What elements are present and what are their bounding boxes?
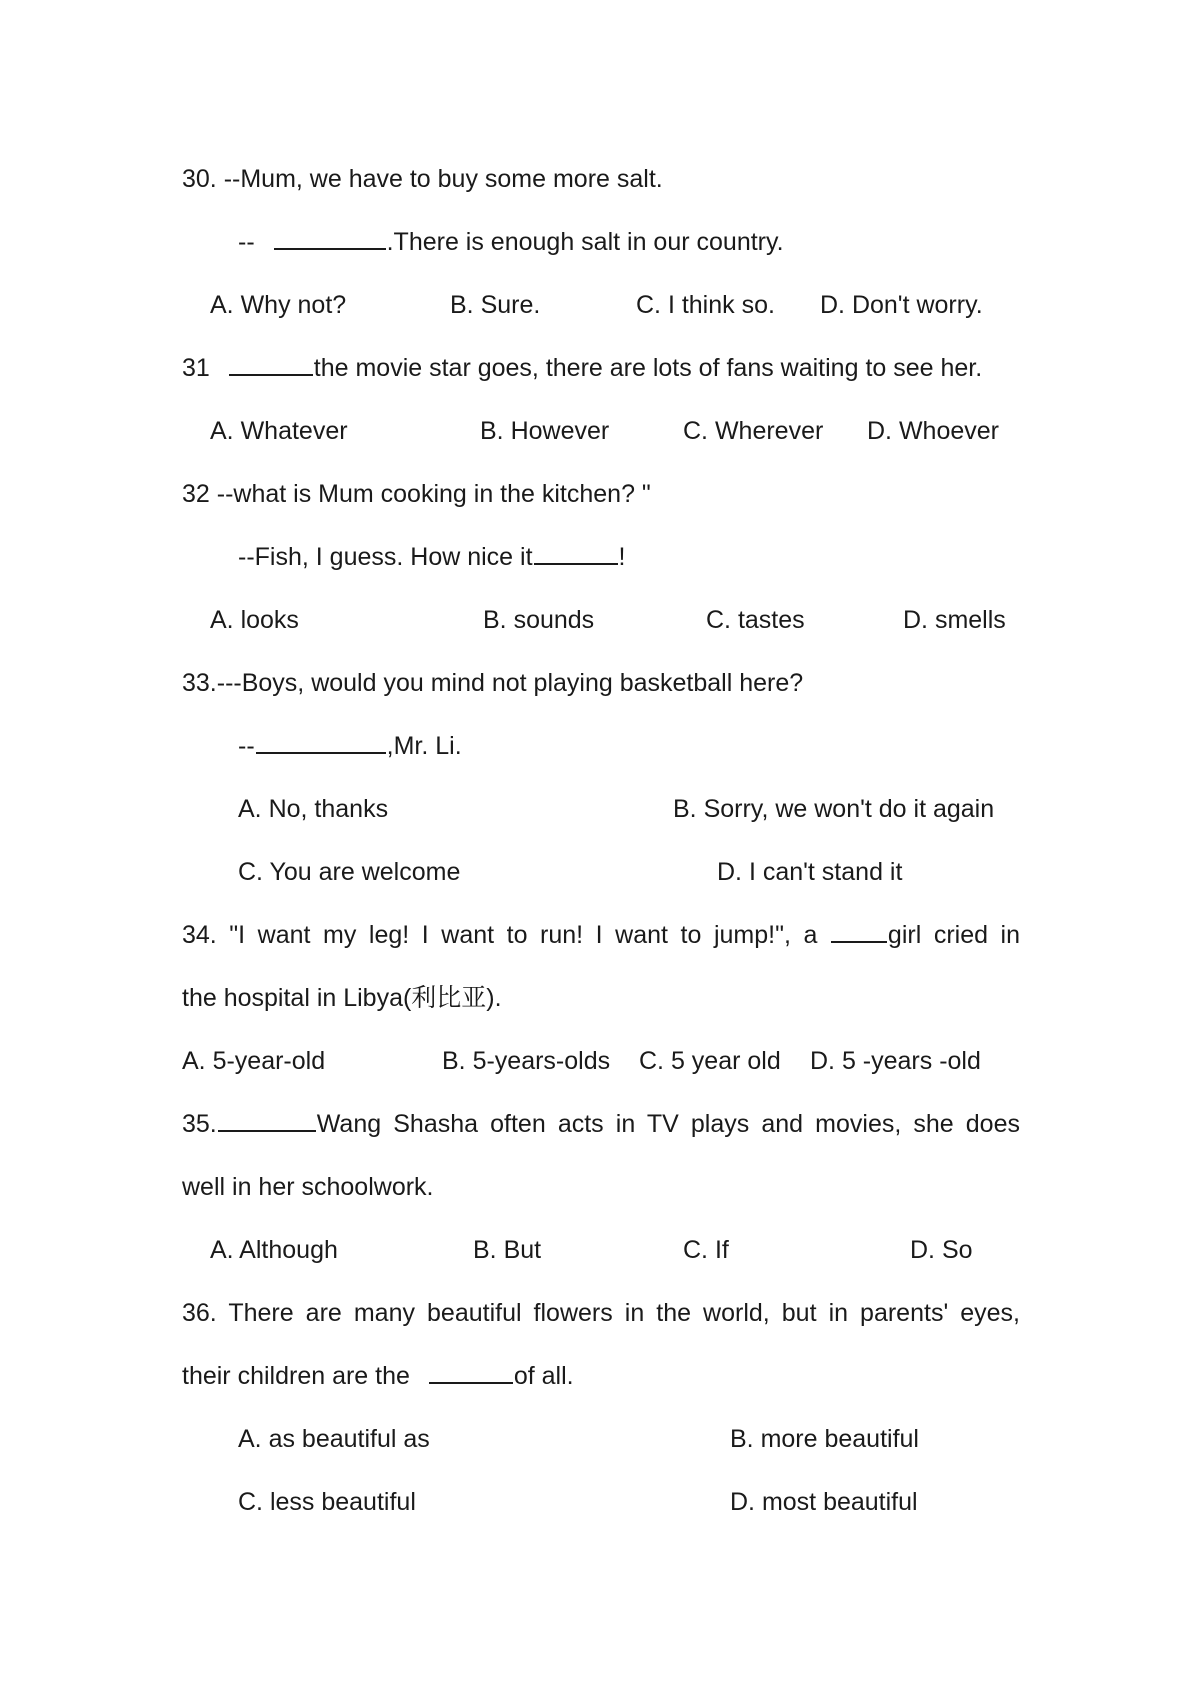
q34-option-d: D. 5 -years -old [810, 1047, 981, 1075]
q35-stem-line2: well in her schoolwork. [182, 1173, 434, 1201]
q33-option-a: A. No, thanks [238, 795, 389, 823]
q30-reply-suffix: .There is enough salt in our country. [386, 228, 784, 256]
q33-option-b: B. Sorry, we won't do it again [673, 795, 995, 823]
q31-stem [182, 352, 982, 384]
q35-stem [182, 1108, 1020, 1140]
q30-option-c: C. I think so. [636, 291, 775, 319]
q35-option-b: B. But [473, 1236, 542, 1264]
q31-option-b: B. However [480, 417, 610, 445]
q31-option-c: C. Wherever [683, 417, 824, 445]
q32-reply-suffix: ! [618, 543, 626, 571]
q35-number: 35. [182, 1110, 217, 1138]
q32-option-b: B. sounds [483, 606, 595, 634]
q36-stem: 36. There are many beautiful flowers in the world, but in parents' eyes, [182, 1299, 1020, 1327]
q36-option-a: A. as beautiful as [238, 1425, 430, 1453]
q32-option-c: C. tastes [706, 606, 805, 634]
q30-stem: 30. --Mum, we have to buy some more salt. [182, 165, 663, 193]
q30-option-b: B. Sure. [450, 291, 541, 319]
q32-option-d: D. smells [903, 606, 1006, 634]
q30-reply-prefix: -- [238, 228, 255, 256]
q36-line2-suffix: of all. [513, 1362, 574, 1390]
q31-option-a: A. Whatever [210, 417, 348, 445]
q33-option-c: C. You are welcome [238, 858, 461, 886]
q32-answer-blank [534, 541, 618, 565]
q33-reply-suffix: ,Mr. Li. [386, 732, 462, 760]
q34-option-b: B. 5-years-olds [442, 1047, 611, 1075]
q35-option-c: C. If [683, 1236, 729, 1264]
q36-stem-line2 [182, 1360, 574, 1392]
q30-answer-blank [274, 226, 386, 250]
q34-stem-suffix: girl cried in [887, 921, 1021, 949]
q34-stem-prefix: 34. "I want my leg! I want to run! I want to jump!", a [182, 921, 818, 949]
q32-reply [238, 541, 625, 573]
q35-option-d: D. So [910, 1236, 973, 1264]
q33-option-d: D. I can't stand it [717, 858, 903, 886]
q30-option-a: A. Why not? [210, 291, 347, 319]
q32-reply-prefix: --Fish, I guess. How nice it [238, 543, 533, 571]
q31-answer-blank [229, 352, 313, 376]
q31-stem-suffix: the movie star goes, there are lots of fans waiting to see her. [313, 354, 983, 382]
q31-number: 31 [182, 354, 210, 382]
q36-answer-blank [429, 1360, 513, 1384]
q36-option-c: C. less beautiful [238, 1488, 416, 1516]
q32-stem: 32 --what is Mum cooking in the kitchen? " [182, 480, 651, 508]
q36-line2-prefix: their children are the [182, 1362, 410, 1390]
q33-reply-prefix: -- [238, 732, 255, 760]
q30-option-d: D. Don't worry. [820, 291, 983, 319]
q30-reply [238, 226, 784, 258]
q32-option-a: A. looks [210, 606, 299, 634]
q34-stem [182, 919, 1020, 951]
q34-option-a: A. 5-year-old [182, 1047, 326, 1075]
q34-answer-blank [831, 919, 887, 943]
q36-option-b: B. more beautiful [730, 1425, 919, 1453]
q31-option-d: D. Whoever [867, 417, 999, 445]
q35-answer-blank [218, 1108, 316, 1132]
q36-option-d: D. most beautiful [730, 1488, 918, 1516]
q33-stem: 33.---Boys, would you mind not playing basketball here? [182, 669, 804, 697]
q34-stem-line2: the hospital in Libya(利比亚). [182, 984, 502, 1012]
q34-option-c: C. 5 year old [639, 1047, 781, 1075]
q35-stem-suffix: Wang Shasha often acts in TV plays and movies, she does [316, 1110, 1020, 1138]
q35-option-a: A. Although [210, 1236, 338, 1264]
q33-reply [238, 730, 462, 762]
q33-answer-blank [256, 730, 386, 754]
